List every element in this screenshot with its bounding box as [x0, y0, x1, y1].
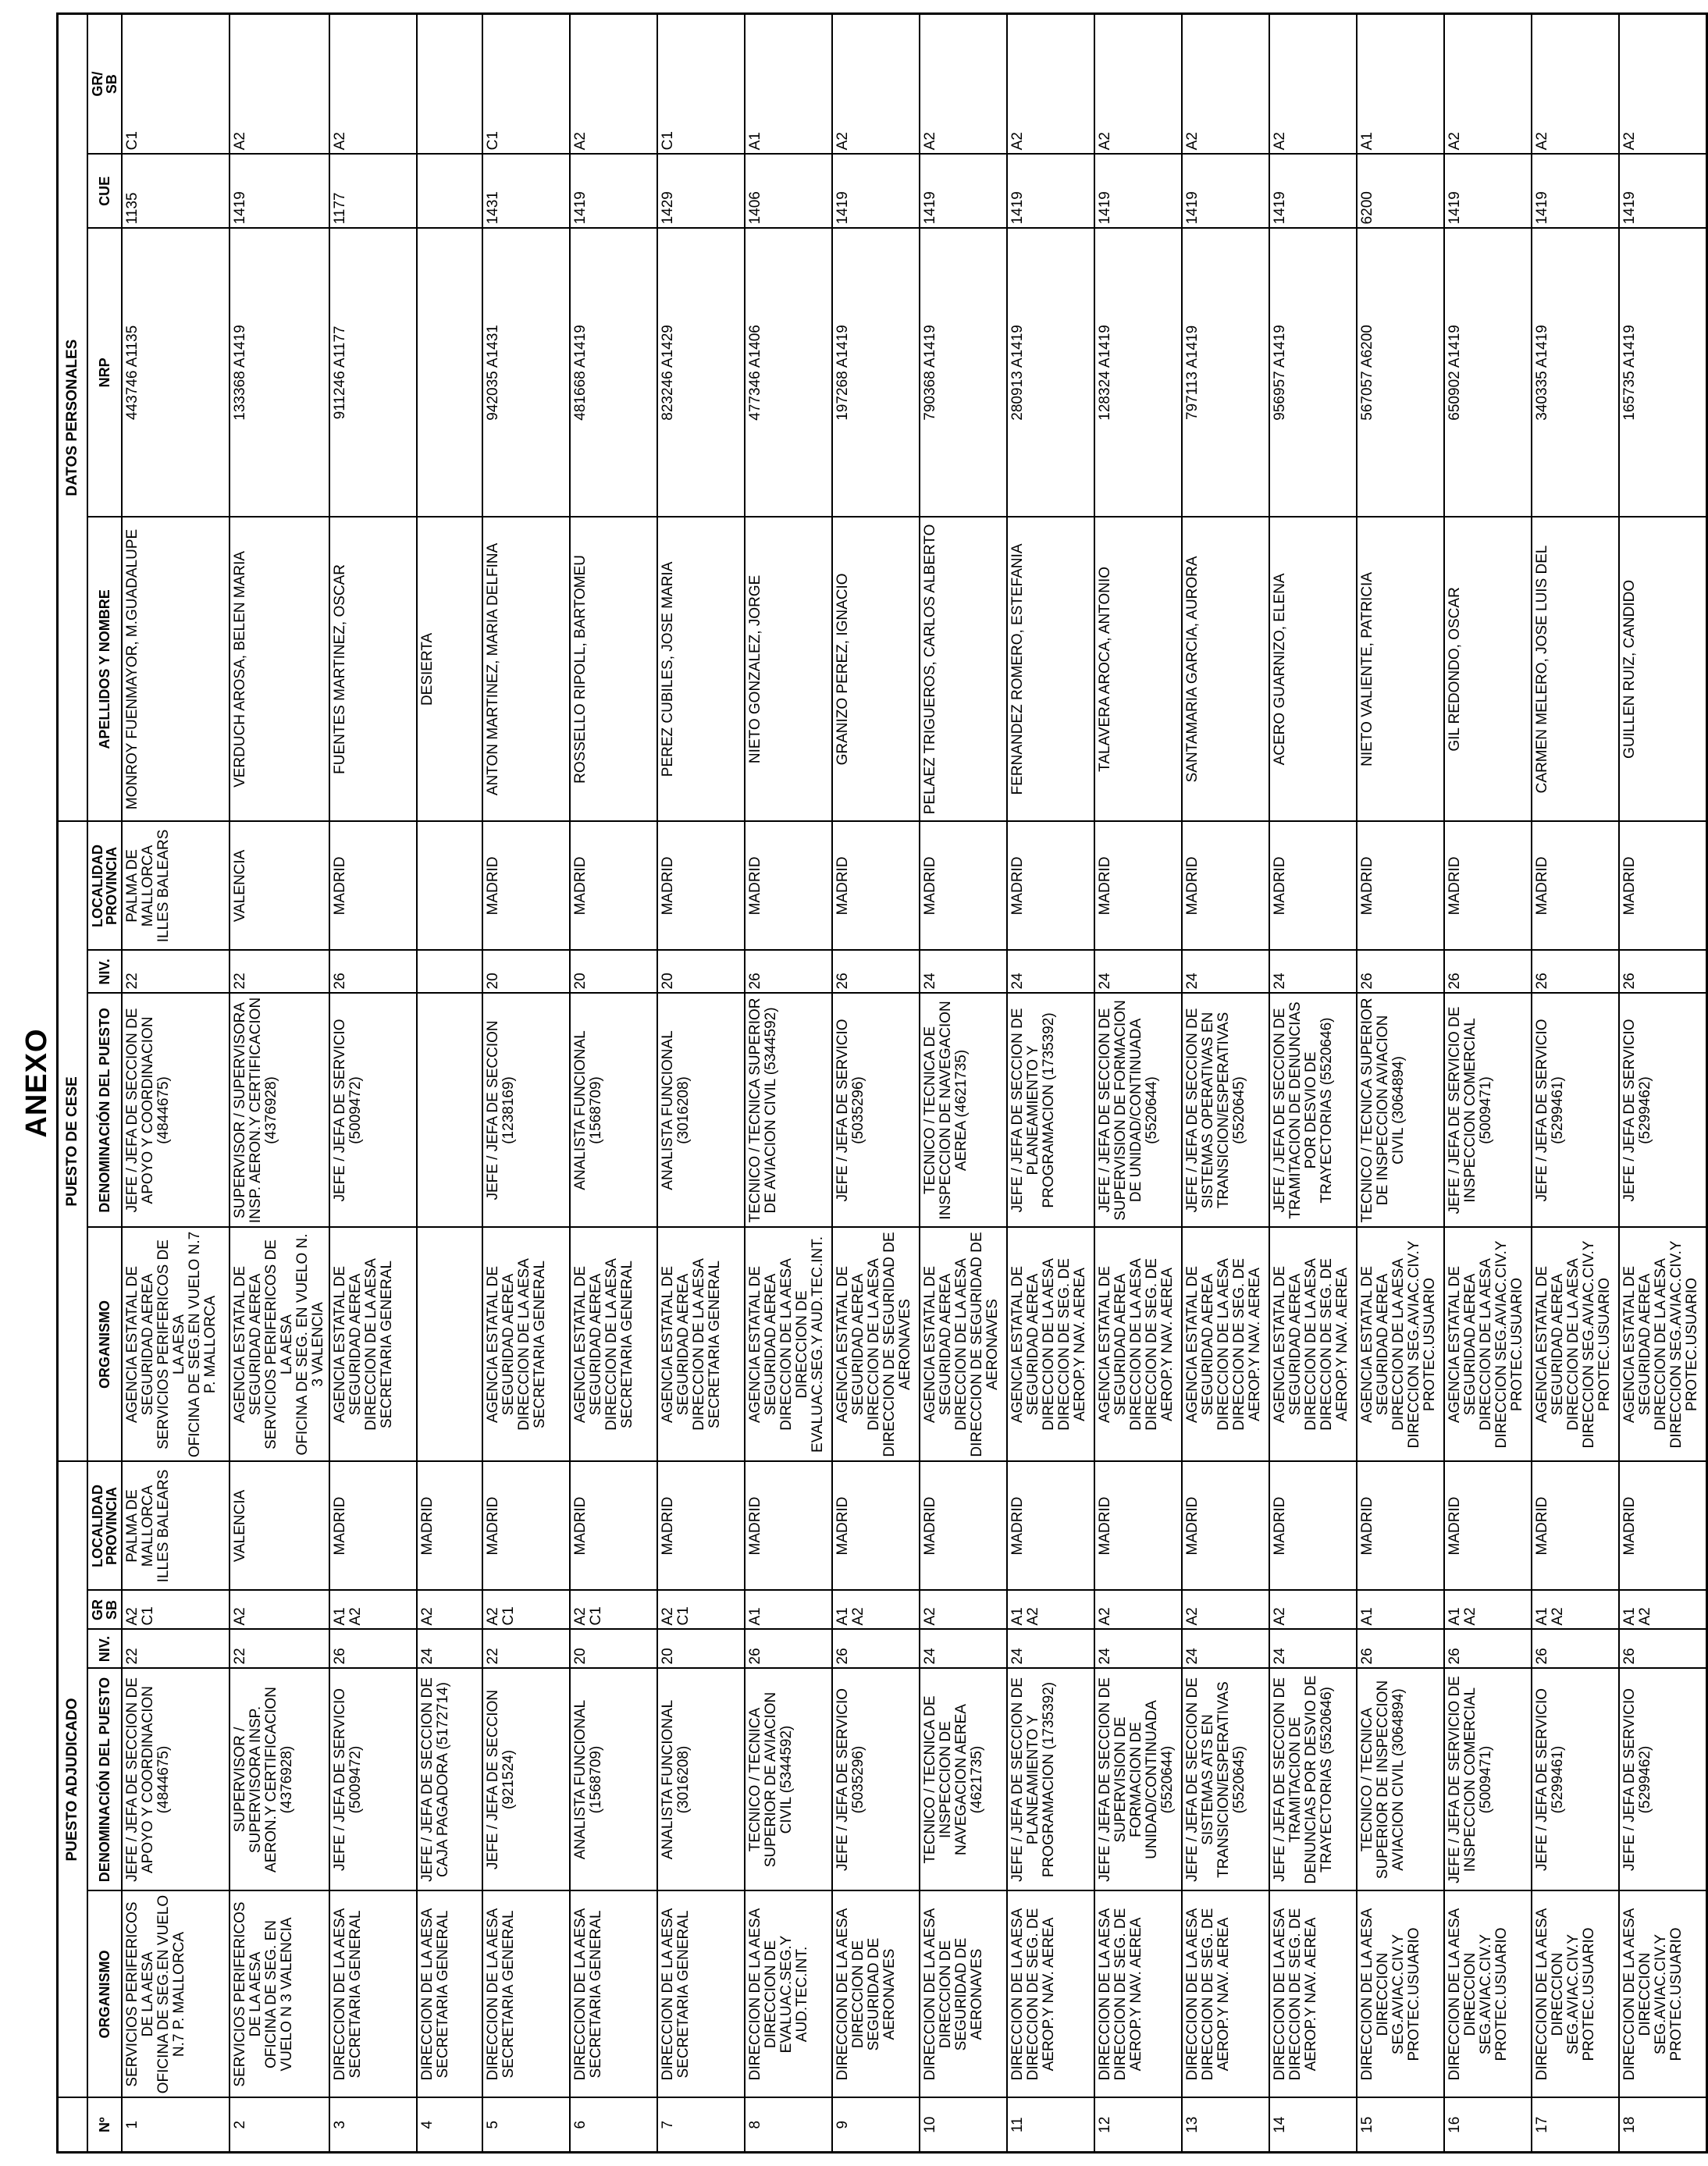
- cell-organismo: DIRECCION DE LA AESA DIRECCION DE SEG. DE AEROP.Y NAV. AEREA: [1182, 1891, 1269, 2098]
- cell-niv: 26: [745, 1630, 832, 1669]
- cell-denominacion: TECNICO / TECNICA SUPERIOR DE AVIACION CIVIL (5344592): [745, 1669, 832, 1891]
- cell-localidad: PALMA DE MALLORCA ILLES BALEARS: [122, 1461, 230, 1590]
- cell-niv-cese: 24: [1094, 950, 1182, 993]
- cell-localidad-cese: PALMA DE MALLORCA ILLES BALEARS: [122, 821, 230, 950]
- cell-niv-cese: 26: [745, 950, 832, 993]
- table-row: [1094, 13, 1182, 2152]
- header-group-puesto-cese: PUESTO DE CESE: [58, 821, 88, 1461]
- cell-nrp: 340335 A1419: [1532, 228, 1619, 517]
- cell-grsb: A2: [417, 1591, 482, 1630]
- cell-n: 12: [1094, 2098, 1182, 2153]
- cell-grsb-personal: A2: [570, 13, 657, 154]
- cell-n: 13: [1182, 2098, 1269, 2153]
- cell-niv-cese: 20: [482, 950, 570, 993]
- cell-grsb: A2: [1269, 1591, 1357, 1630]
- cell-organismo-cese: AGENCIA ESTATAL DE SEGURIDAD AEREA DIRECCION DE LA AESA DIRECCION DE SEG. DE AEROP.Y NAV. AEREA: [1182, 1227, 1269, 1461]
- cell-apellidos-nombre: PELAEZ TRIGUEROS, CARLOS ALBERTO: [920, 517, 1007, 821]
- table-body: [122, 13, 1706, 2152]
- cell-denominacion: ANALISTA FUNCIONAL (3016208): [657, 1669, 745, 1891]
- cell-localidad-cese: MADRID: [1182, 821, 1269, 950]
- cell-organismo-cese: AGENCIA ESTATAL DE SEGURIDAD AEREA DIRECCION DE LA AESA DIRECCION DE SEG. DE AEROP.Y NAV. AEREA: [1269, 1227, 1357, 1461]
- cell-grsb-personal: A2: [1619, 13, 1706, 154]
- cell-cue: 1406: [745, 154, 832, 228]
- cell-n: 5: [482, 2098, 570, 2153]
- cell-organismo: DIRECCION DE LA AESA SECRETARIA GENERAL: [329, 1891, 417, 2098]
- cell-localidad-cese: [417, 821, 482, 950]
- cell-localidad-cese: VALENCIA: [230, 821, 329, 950]
- cell-localidad: VALENCIA: [230, 1461, 329, 1590]
- cell-organismo: DIRECCION DE LA AESA DIRECCION DE SEG. DE AEROP.Y NAV. AEREA: [1269, 1891, 1357, 2098]
- cell-niv: 26: [1357, 1630, 1444, 1669]
- cell-denominacion: JEFE / JEFA DE SECCION DE SUPERVISION DE FORMACION DE UNIDAD/CONTINUADA (5520644): [1094, 1669, 1182, 1891]
- cell-n: 6: [570, 2098, 657, 2153]
- cell-denominacion-cese: JEFE / JEFA DE SERVICIO (5299461): [1532, 993, 1619, 1227]
- cell-n: 7: [657, 2098, 745, 2153]
- cell-cue: 1419: [1094, 154, 1182, 228]
- cell-apellidos-nombre: GUILLEN RUIZ, CANDIDO: [1619, 517, 1706, 821]
- col-header-localidad: LOCALIDAD PROVINCIA: [87, 1461, 122, 1590]
- cell-n: 18: [1619, 2098, 1706, 2153]
- cell-grsb-personal: A2: [1094, 13, 1182, 154]
- cell-localidad-cese: MADRID: [1269, 821, 1357, 950]
- cell-grsb-personal: A2: [832, 13, 920, 154]
- cell-organismo: DIRECCION DE LA AESA DIRECCION DE SEG. DE AEROP.Y NAV. AEREA: [1094, 1891, 1182, 2098]
- cell-organismo-cese: AGENCIA ESTATAL DE SEGURIDAD AEREA SERVICIOS PERIFERICOS DE LA AESA OFICINA DE SEG.EN VUELO N.7 P. MALLORCA: [122, 1227, 230, 1461]
- cell-n: 14: [1269, 2098, 1357, 2153]
- cell-apellidos-nombre: SANTAMARIA GARCIA, AURORA: [1182, 517, 1269, 821]
- cell-localidad: MADRID: [920, 1461, 1007, 1590]
- cell-niv-cese: [417, 950, 482, 993]
- cell-niv: 24: [417, 1630, 482, 1669]
- cell-localidad: MADRID: [482, 1461, 570, 1590]
- cell-n: 2: [230, 2098, 329, 2153]
- cell-apellidos-nombre: ROSSELLO RIPOLL, BARTOMEU: [570, 517, 657, 821]
- cell-nrp: 650902 A1419: [1444, 228, 1532, 517]
- cell-nrp: 197268 A1419: [832, 228, 920, 517]
- cell-localidad: MADRID: [1007, 1461, 1094, 1590]
- cell-grsb: A2: [230, 1591, 329, 1630]
- cell-n: 9: [832, 2098, 920, 2153]
- cell-grsb-personal: C1: [482, 13, 570, 154]
- cell-grsb-personal: A1: [745, 13, 832, 154]
- table-row: [482, 13, 570, 2152]
- cell-apellidos-nombre: ACERO GUARNIZO, ELENA: [1269, 517, 1357, 821]
- cell-niv: 22: [122, 1630, 230, 1669]
- cell-n: 16: [1444, 2098, 1532, 2153]
- cell-organismo-cese: AGENCIA ESTATAL DE SEGURIDAD AEREA DIRECCION DE LA AESA DIRECCION SEG.AVIAC.CIV.Y PROTEC.USUARIO: [1357, 1227, 1444, 1461]
- cell-niv-cese: 22: [230, 950, 329, 993]
- table-row: [1357, 13, 1444, 2152]
- cell-niv: 24: [1094, 1630, 1182, 1669]
- cell-apellidos-nombre: NIETO VALIENTE, PATRICIA: [1357, 517, 1444, 821]
- cell-nrp: 797113 A1419: [1182, 228, 1269, 517]
- cell-localidad: MADRID: [1182, 1461, 1269, 1590]
- cell-organismo-cese: AGENCIA ESTATAL DE SEGURIDAD AEREA DIRECCION DE LA AESA DIRECCION DE SEGURIDAD DE AERONAVES: [832, 1227, 920, 1461]
- cell-nrp: 567057 A6200: [1357, 228, 1444, 517]
- header-group-blank: [58, 2098, 88, 2153]
- cell-cue: 1419: [1532, 154, 1619, 228]
- cell-denominacion: JEFE / JEFA DE SERVICIO (5035296): [832, 1669, 920, 1891]
- cell-apellidos-nombre: DESIERTA: [417, 517, 482, 821]
- cell-niv: 26: [329, 1630, 417, 1669]
- cell-localidad: MADRID: [1532, 1461, 1619, 1590]
- table-row: [329, 13, 417, 2152]
- cell-organismo: DIRECCION DE LA AESA DIRECCION SEG.AVIAC.CIV.Y PROTEC.USUARIO: [1532, 1891, 1619, 2098]
- cell-niv: 26: [1532, 1630, 1619, 1669]
- cell-nrp: 443746 A1135: [122, 228, 230, 517]
- cell-niv-cese: 24: [1007, 950, 1094, 993]
- cell-localidad-cese: MADRID: [745, 821, 832, 950]
- table-row: [1007, 13, 1094, 2152]
- cell-localidad-cese: MADRID: [570, 821, 657, 950]
- cell-localidad: MADRID: [570, 1461, 657, 1590]
- cell-n: 4: [417, 2098, 482, 2153]
- cell-grsb-personal: A2: [920, 13, 1007, 154]
- table-row: [230, 13, 329, 2152]
- cell-denominacion-cese: JEFE / JEFA DE SERVICIO DE INSPECCION COMERCIAL (5009471): [1444, 993, 1532, 1227]
- annex-table: [56, 12, 1708, 2154]
- cell-localidad: MADRID: [329, 1461, 417, 1590]
- cell-organismo-cese: AGENCIA ESTATAL DE SEGURIDAD AEREA DIRECCION DE LA AESA SECRETARIA GENERAL: [482, 1227, 570, 1461]
- table-row: [1269, 13, 1357, 2152]
- cell-cue: 1419: [570, 154, 657, 228]
- table-row: [570, 13, 657, 2152]
- col-header-grsb-personal: GR/ SB: [87, 13, 122, 154]
- table-row: [832, 13, 920, 2152]
- cell-apellidos-nombre: TALAVERA AROCA, ANTONIO: [1094, 517, 1182, 821]
- cell-organismo: DIRECCION DE LA AESA SECRETARIA GENERAL: [570, 1891, 657, 2098]
- cell-nrp: [417, 228, 482, 517]
- cell-grsb: A1: [745, 1591, 832, 1630]
- cell-denominacion-cese: JEFE / JEFA DE SECCION DE APOYO Y COORDINACION (4844675): [122, 993, 230, 1227]
- cell-niv: 24: [1269, 1630, 1357, 1669]
- cell-cue: 1419: [1619, 154, 1706, 228]
- cell-apellidos-nombre: CARMEN MELERO, JOSE LUIS DEL: [1532, 517, 1619, 821]
- cell-organismo-cese: AGENCIA ESTATAL DE SEGURIDAD AEREA DIRECCION DE LA AESA SECRETARIA GENERAL: [329, 1227, 417, 1461]
- cell-niv: 26: [1619, 1630, 1706, 1669]
- cell-denominacion-cese: JEFE / JEFA DE SERVICIO (5299462): [1619, 993, 1706, 1227]
- cell-apellidos-nombre: ANTON MARTINEZ, MARIA DELFINA: [482, 517, 570, 821]
- cell-grsb: A1 A2: [1007, 1591, 1094, 1630]
- cell-apellidos-nombre: FERNANDEZ ROMERO, ESTEFANIA: [1007, 517, 1094, 821]
- col-header-localidad-cese: LOCALIDAD PROVINCIA: [87, 821, 122, 950]
- cell-n: 1: [122, 2098, 230, 2153]
- cell-cue: 1431: [482, 154, 570, 228]
- cell-nrp: 477346 A1406: [745, 228, 832, 517]
- table-row: [1182, 13, 1269, 2152]
- cell-organismo: DIRECCION DE LA AESA SECRETARIA GENERAL: [657, 1891, 745, 2098]
- cell-denominacion-cese: JEFE / JEFA DE SECCION DE PLANEAMIENTO Y PROGRAMACION (1735392): [1007, 993, 1094, 1227]
- cell-grsb-personal: A2: [1532, 13, 1619, 154]
- cell-n: 15: [1357, 2098, 1444, 2153]
- table-row: [1619, 13, 1706, 2152]
- cell-denominacion: SUPERVISOR / SUPERVISORA INSP. AERON.Y CERTIFICACION (4376928): [230, 1669, 329, 1891]
- cell-grsb-personal: A2: [1182, 13, 1269, 154]
- cell-n: 17: [1532, 2098, 1619, 2153]
- cell-localidad-cese: MADRID: [1532, 821, 1619, 950]
- cell-n: 3: [329, 2098, 417, 2153]
- cell-denominacion: JEFE / JEFA DE SECCION DE CAJA PAGADORA (5172714): [417, 1669, 482, 1891]
- table-row: [920, 13, 1007, 2152]
- cell-organismo-cese: AGENCIA ESTATAL DE SEGURIDAD AEREA DIRECCION DE LA AESA DIRECCION DE SEGURIDAD DE AERONAVES: [920, 1227, 1007, 1461]
- cell-apellidos-nombre: NIETO GONZALEZ, JORGE: [745, 517, 832, 821]
- cell-apellidos-nombre: MONROY FUENMAYOR, M.GUADALUPE: [122, 517, 230, 821]
- table-row: [1532, 13, 1619, 2152]
- cell-denominacion: JEFE / JEFA DE SECCION DE TRAMITACION DE DENUNCIAS POR DESVIO DE TRAYECTORIAS (5520646): [1269, 1669, 1357, 1891]
- cell-niv: 24: [1007, 1630, 1094, 1669]
- cell-grsb-personal: A2: [230, 13, 329, 154]
- cell-localidad-cese: MADRID: [1094, 821, 1182, 950]
- cell-cue: 1135: [122, 154, 230, 228]
- cell-niv: 24: [1182, 1630, 1269, 1669]
- col-header-nrp: NRP: [87, 228, 122, 517]
- col-header-niv-cese: NIV.: [87, 950, 122, 993]
- col-header-cue: CUE: [87, 154, 122, 228]
- cell-niv: 26: [832, 1630, 920, 1669]
- cell-localidad: MADRID: [657, 1461, 745, 1590]
- cell-niv-cese: 26: [329, 950, 417, 993]
- cell-apellidos-nombre: GIL REDONDO, OSCAR: [1444, 517, 1532, 821]
- cell-denominacion: ANALISTA FUNCIONAL (1568709): [570, 1669, 657, 1891]
- cell-denominacion-cese: JEFE / JEFA DE SERVICIO (5035296): [832, 993, 920, 1227]
- cell-grsb-personal: A2: [1007, 13, 1094, 154]
- cell-localidad-cese: MADRID: [1007, 821, 1094, 950]
- cell-cue: 1429: [657, 154, 745, 228]
- cell-localidad: MADRID: [1444, 1461, 1532, 1590]
- cell-grsb-personal: C1: [657, 13, 745, 154]
- table-row: [417, 13, 482, 2152]
- cell-denominacion-cese: ANALISTA FUNCIONAL (3016208): [657, 993, 745, 1227]
- cell-nrp: 128324 A1419: [1094, 228, 1182, 517]
- header-group-puesto-adjudicado: PUESTO ADJUDICADO: [58, 1461, 88, 2097]
- cell-grsb: A1 A2: [1444, 1591, 1532, 1630]
- cell-organismo: DIRECCION DE LA AESA DIRECCION SEG.AVIAC.CIV.Y PROTEC.USUARIO: [1444, 1891, 1532, 2098]
- cell-grsb-personal: A2: [1269, 13, 1357, 154]
- cell-n: 10: [920, 2098, 1007, 2153]
- cell-localidad: MADRID: [745, 1461, 832, 1590]
- cell-n: 8: [745, 2098, 832, 2153]
- cell-denominacion: JEFE / JEFA DE SERVICIO (5299461): [1532, 1669, 1619, 1891]
- cell-nrp: 911246 A1177: [329, 228, 417, 517]
- cell-niv-cese: 26: [1532, 950, 1619, 993]
- cell-denominacion: JEFE / JEFA DE SERVICIO DE INSPECCION COMERCIAL (5009471): [1444, 1669, 1532, 1891]
- cell-cue: 1419: [1269, 154, 1357, 228]
- cell-localidad-cese: MADRID: [1444, 821, 1532, 950]
- cell-apellidos-nombre: FUENTES MARTINEZ, OSCAR: [329, 517, 417, 821]
- cell-organismo: DIRECCION DE LA AESA DIRECCION SEG.AVIAC.CIV.Y PROTEC.USUARIO: [1357, 1891, 1444, 2098]
- cell-cue: 1419: [1444, 154, 1532, 228]
- cell-nrp: 481668 A1419: [570, 228, 657, 517]
- cell-denominacion: JEFE / JEFA DE SECCION DE PLANEAMIENTO Y PROGRAMACION (1735392): [1007, 1669, 1094, 1891]
- cell-organismo-cese: AGENCIA ESTATAL DE SEGURIDAD AEREA DIRECCION DE LA AESA DIRECCION SEG.AVIAC.CIV.Y PROTEC.USUARIO: [1444, 1227, 1532, 1461]
- cell-nrp: 823246 A1429: [657, 228, 745, 517]
- cell-localidad-cese: MADRID: [920, 821, 1007, 950]
- cell-denominacion-cese: TECNICO / TECNICA DE INSPECCION DE NAVEGACION AEREA (4621735): [920, 993, 1007, 1227]
- cell-localidad-cese: MADRID: [482, 821, 570, 950]
- cell-grsb-personal: A2: [329, 13, 417, 154]
- cell-organismo: DIRECCION DE LA AESA DIRECCION SEG.AVIAC.CIV.Y PROTEC.USUARIO: [1619, 1891, 1706, 2098]
- cell-denominacion: JEFE / JEFA DE SECCION DE SISTEMAS ATS EN TRANSICION/ESPERATIVAS (5520645): [1182, 1669, 1269, 1891]
- cell-denominacion-cese: JEFE / JEFA DE SECCION DE TRAMITACION DE DENUNCIAS POR DESVIO DE TRAYECTORIAS (5520646): [1269, 993, 1357, 1227]
- cell-niv: 22: [482, 1630, 570, 1669]
- page-title: ANEXO: [20, 1028, 53, 1138]
- cell-niv-cese: 20: [657, 950, 745, 993]
- cell-grsb: A1 A2: [1532, 1591, 1619, 1630]
- cell-cue: 6200: [1357, 154, 1444, 228]
- cell-cue: 1419: [832, 154, 920, 228]
- cell-grsb: A2: [1182, 1591, 1269, 1630]
- cell-grsb: A1 A2: [832, 1591, 920, 1630]
- cell-organismo-cese: [417, 1227, 482, 1461]
- cell-organismo-cese: AGENCIA ESTATAL DE SEGURIDAD AEREA DIRECCION DE LA AESA DIRECCION SEG.AVIAC.CIV.Y PROTEC.USUARIO: [1619, 1227, 1706, 1461]
- cell-localidad-cese: MADRID: [329, 821, 417, 950]
- cell-niv: 20: [570, 1630, 657, 1669]
- cell-niv-cese: 26: [832, 950, 920, 993]
- cell-denominacion: JEFE / JEFA DE SERVICIO (5299462): [1619, 1669, 1706, 1891]
- cell-niv: 20: [657, 1630, 745, 1669]
- cell-organismo: DIRECCION DE LA AESA SECRETARIA GENERAL: [417, 1891, 482, 2098]
- cell-denominacion: JEFE / JEFA DE SECCION DE APOYO Y COORDINACION (4844675): [122, 1669, 230, 1891]
- cell-grsb: A1: [1357, 1591, 1444, 1630]
- cell-denominacion-cese: [417, 993, 482, 1227]
- cell-localidad: MADRID: [1619, 1461, 1706, 1590]
- cell-denominacion-cese: SUPERVISOR / SUPERVISORA INSP. AERON.Y CERTIFICACION (4376928): [230, 993, 329, 1227]
- cell-niv: 24: [920, 1630, 1007, 1669]
- cell-niv-cese: 26: [1444, 950, 1532, 993]
- table-row: [1444, 13, 1532, 2152]
- cell-localidad-cese: MADRID: [1619, 821, 1706, 950]
- cell-localidad: MADRID: [1357, 1461, 1444, 1590]
- col-header-organismo: ORGANISMO: [87, 1891, 122, 2098]
- cell-niv-cese: 20: [570, 950, 657, 993]
- header-group-datos-personales: DATOS PERSONALES: [58, 13, 88, 821]
- col-header-n: Nº: [87, 2098, 122, 2153]
- cell-nrp: 280913 A1419: [1007, 228, 1094, 517]
- cell-organismo-cese: AGENCIA ESTATAL DE SEGURIDAD AEREA DIRECCION DE LA AESA DIRECCION DE EVALUAC.SEG.Y AUD.TEC.INT.: [745, 1227, 832, 1461]
- cell-denominacion: TECNICO / TECNICA SUPERIOR DE INSPECCION AVIACION CIVIL (3064894): [1357, 1669, 1444, 1891]
- col-header-denominacion-cese: DENOMINACIÓN DEL PUESTO: [87, 993, 122, 1227]
- cell-denominacion-cese: JEFE / JEFA DE SERVICIO (5009472): [329, 993, 417, 1227]
- cell-grsb: A2: [1094, 1591, 1182, 1630]
- cell-grsb-personal: A1: [1357, 13, 1444, 154]
- cell-nrp: 956957 A1419: [1269, 228, 1357, 517]
- col-header-denominacion: DENOMINACIÓN DEL PUESTO: [87, 1669, 122, 1891]
- cell-nrp: 790368 A1419: [920, 228, 1007, 517]
- cell-grsb: A2 C1: [122, 1591, 230, 1630]
- cell-denominacion-cese: TECNICO / TECNICA SUPERIOR DE AVIACION CIVIL (5344592): [745, 993, 832, 1227]
- cell-cue: 1419: [1007, 154, 1094, 228]
- cell-grsb-personal: C1: [122, 13, 230, 154]
- cell-organismo: SERVICIOS PERIFERICOS DE LA AESA OFICINA DE SEG.EN VUELO N.7 P. MALLORCA: [122, 1891, 230, 2098]
- cell-localidad-cese: MADRID: [657, 821, 745, 950]
- cell-grsb-personal: [417, 13, 482, 154]
- cell-organismo-cese: AGENCIA ESTATAL DE SEGURIDAD AEREA DIRECCION DE LA AESA SECRETARIA GENERAL: [657, 1227, 745, 1461]
- cell-organismo-cese: AGENCIA ESTATAL DE SEGURIDAD AEREA DIRECCION DE LA AESA DIRECCION DE SEG. DE AEROP.Y NAV. AEREA: [1094, 1227, 1182, 1461]
- cell-denominacion-cese: JEFE / JEFA DE SECCION (1238169): [482, 993, 570, 1227]
- cell-organismo-cese: AGENCIA ESTATAL DE SEGURIDAD AEREA SERVICIOS PERIFERICOS DE LA AESA OFICINA DE SEG. EN VUELO N. 3 VALENCIA: [230, 1227, 329, 1461]
- cell-localidad: MADRID: [417, 1461, 482, 1590]
- cell-denominacion-cese: JEFE / JEFA DE SECCION DE SUPERVISION DE FORMACION DE UNIDAD/CONTINUADA (5520644): [1094, 993, 1182, 1227]
- cell-localidad-cese: MADRID: [1357, 821, 1444, 950]
- cell-organismo-cese: AGENCIA ESTATAL DE SEGURIDAD AEREA DIRECCION DE LA AESA DIRECCION DE SEG. DE AEROP.Y NAV. AEREA: [1007, 1227, 1094, 1461]
- cell-organismo-cese: AGENCIA ESTATAL DE SEGURIDAD AEREA DIRECCION DE LA AESA DIRECCION SEG.AVIAC.CIV.Y PROTEC.USUARIO: [1532, 1227, 1619, 1461]
- cell-organismo: DIRECCION DE LA AESA DIRECCION DE SEGURIDAD DE AERONAVES: [920, 1891, 1007, 2098]
- col-header-grsb: GR SB: [87, 1591, 122, 1630]
- table-row: [122, 13, 230, 2152]
- cell-localidad: MADRID: [1269, 1461, 1357, 1590]
- cell-localidad: MADRID: [1094, 1461, 1182, 1590]
- cell-apellidos-nombre: GRANIZO PEREZ, IGNACIO: [832, 517, 920, 821]
- cell-organismo: DIRECCION DE LA AESA SECRETARIA GENERAL: [482, 1891, 570, 2098]
- cell-localidad-cese: MADRID: [832, 821, 920, 950]
- cell-niv: 26: [1444, 1630, 1532, 1669]
- cell-grsb-personal: A2: [1444, 13, 1532, 154]
- cell-nrp: 133368 A1419: [230, 228, 329, 517]
- table-row: [745, 13, 832, 2152]
- cell-apellidos-nombre: PEREZ CUBILES, JOSE MARIA: [657, 517, 745, 821]
- cell-grsb: A2 C1: [482, 1591, 570, 1630]
- cell-organismo: SERVICIOS PERIFERICOS DE LA AESA OFICINA DE SEG. EN VUELO N 3 VALENCIA: [230, 1891, 329, 2098]
- cell-grsb: A1 A2: [329, 1591, 417, 1630]
- cell-apellidos-nombre: VERDUCH AROSA, BELEN MARIA: [230, 517, 329, 821]
- cell-cue: 1177: [329, 154, 417, 228]
- cell-denominacion-cese: JEFE / JEFA DE SECCION DE SISTEMAS OPERATIVAS EN TRANSICION/ESPERATIVAS (5520645): [1182, 993, 1269, 1227]
- cell-n: 11: [1007, 2098, 1094, 2153]
- col-header-apellidos: APELLIDOS Y NOMBRE: [87, 517, 122, 821]
- table-row: [657, 13, 745, 2152]
- col-header-organismo-cese: ORGANISMO: [87, 1227, 122, 1461]
- cell-niv-cese: 26: [1619, 950, 1706, 993]
- cell-denominacion-cese: ANALISTA FUNCIONAL (1568709): [570, 993, 657, 1227]
- col-header-niv: NIV.: [87, 1630, 122, 1669]
- cell-grsb: A2 C1: [570, 1591, 657, 1630]
- cell-niv-cese: 22: [122, 950, 230, 993]
- cell-niv: 22: [230, 1630, 329, 1669]
- cell-cue: 1419: [920, 154, 1007, 228]
- cell-denominacion: TECNICO / TECNICA DE INSPECCION DE NAVEGACION AEREA (4621735): [920, 1669, 1007, 1891]
- cell-organismo-cese: AGENCIA ESTATAL DE SEGURIDAD AEREA DIRECCION DE LA AESA SECRETARIA GENERAL: [570, 1227, 657, 1461]
- cell-localidad: MADRID: [832, 1461, 920, 1590]
- cell-niv-cese: 24: [1269, 950, 1357, 993]
- cell-niv-cese: 24: [920, 950, 1007, 993]
- header-columns-row: [87, 13, 122, 2152]
- cell-cue: 1419: [1182, 154, 1269, 228]
- cell-cue: [417, 154, 482, 228]
- cell-nrp: 942035 A1431: [482, 228, 570, 517]
- cell-organismo: DIRECCION DE LA AESA DIRECCION DE SEGURIDAD DE AERONAVES: [832, 1891, 920, 2098]
- cell-organismo: DIRECCION DE LA AESA DIRECCION DE EVALUAC.SEG.Y AUD.TEC.INT.: [745, 1891, 832, 2098]
- cell-nrp: 165735 A1419: [1619, 228, 1706, 517]
- cell-grsb: A2: [920, 1591, 1007, 1630]
- cell-cue: 1419: [230, 154, 329, 228]
- cell-niv-cese: 26: [1357, 950, 1444, 993]
- cell-grsb: A1 A2: [1619, 1591, 1706, 1630]
- cell-denominacion-cese: TECNICO / TECNICA SUPERIOR DE INSPECCION AVIACION CIVIL (3064894): [1357, 993, 1444, 1227]
- header-groups-row: [58, 13, 88, 2152]
- cell-organismo: DIRECCION DE LA AESA DIRECCION DE SEG. DE AEROP.Y NAV. AEREA: [1007, 1891, 1094, 2098]
- cell-grsb: A2 C1: [657, 1591, 745, 1630]
- cell-denominacion: JEFE / JEFA DE SERVICIO (5009472): [329, 1669, 417, 1891]
- cell-niv-cese: 24: [1182, 950, 1269, 993]
- cell-denominacion: JEFE / JEFA DE SECCION (921524): [482, 1669, 570, 1891]
